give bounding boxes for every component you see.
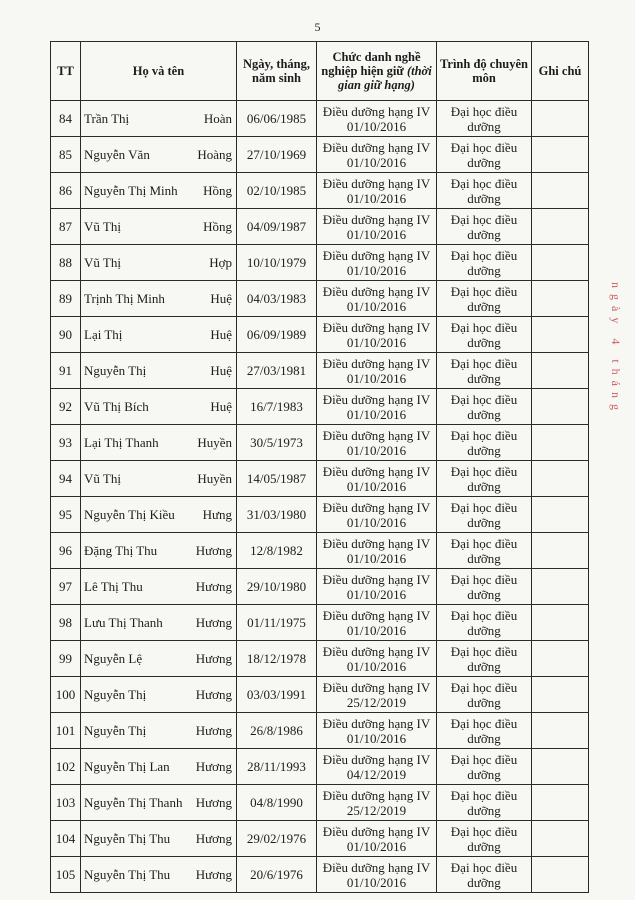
cell-tt: 104: [51, 821, 81, 857]
cell-note: [532, 173, 589, 209]
cell-name: [81, 353, 237, 389]
given-name: Huệ: [210, 327, 232, 342]
cell-name: [81, 821, 237, 857]
table-row: [51, 137, 589, 173]
cell-name: [81, 425, 237, 461]
given-name: Huyền: [197, 471, 232, 486]
cell-note: [532, 857, 589, 893]
job-title: Điều dưỡng hạng IV: [322, 715, 431, 731]
given-name: Hương: [195, 651, 232, 666]
cell-education: [437, 821, 532, 857]
given-name: Hương: [195, 579, 232, 594]
cell-tt: 87: [51, 209, 81, 245]
cell-job-title: [317, 857, 437, 893]
education-line-2: dưỡng: [467, 478, 501, 494]
education-line-1: Đại học điều: [450, 751, 518, 767]
cell-education: [437, 173, 532, 209]
cell-job-title: [317, 425, 437, 461]
cell-education: [437, 605, 532, 641]
cell-name: [81, 389, 237, 425]
cell-tt: 101: [51, 713, 81, 749]
table-row: [51, 173, 589, 209]
cell-education: [437, 353, 532, 389]
education-line-1: Đại học điều: [450, 103, 518, 119]
cell-education: [437, 677, 532, 713]
job-title-since: 04/12/2019: [346, 766, 407, 782]
education-line-2: dưỡng: [467, 226, 501, 242]
cell-note: [532, 461, 589, 497]
education-line-1: Đại học điều: [450, 643, 518, 659]
cell-note: [532, 713, 589, 749]
cell-tt: 84: [51, 101, 81, 137]
cell-tt: 95: [51, 497, 81, 533]
surname: Nguyễn Thị: [84, 723, 147, 738]
education-line-1: Đại học điều: [450, 355, 518, 371]
cell-job-title: [317, 605, 437, 641]
education-line-2: dưỡng: [467, 586, 501, 602]
cell-education: [437, 713, 532, 749]
job-title: Điều dưỡng hạng IV: [322, 679, 431, 695]
surname: Vũ Thị Bích: [84, 399, 149, 414]
job-title-since: 01/10/2016: [346, 514, 407, 530]
surname: Trịnh Thị Minh: [84, 291, 165, 306]
cell-dob: 30/5/1973: [237, 425, 317, 461]
cell-dob: 10/10/1979: [237, 245, 317, 281]
job-title-since: 01/10/2016: [346, 838, 407, 854]
surname: Lại Thị: [84, 327, 123, 342]
cell-dob: 31/03/1980: [237, 497, 317, 533]
surname: Nguyễn Lệ: [84, 651, 143, 666]
education-line-1: Đại học điều: [450, 211, 518, 227]
education-line-2: dưỡng: [467, 406, 501, 422]
given-name: Hương: [195, 543, 232, 558]
cell-note: [532, 209, 589, 245]
education-line-2: dưỡng: [467, 874, 501, 890]
job-title-since: 01/10/2016: [346, 622, 407, 638]
cell-dob: 29/02/1976: [237, 821, 317, 857]
margin-stamp: ngày 4 tháng: [609, 282, 623, 416]
cell-name: [81, 245, 237, 281]
surname: Nguyễn Thị Lan: [84, 759, 170, 774]
surname: Lê Thị Thu: [84, 579, 143, 594]
cell-dob: 29/10/1980: [237, 569, 317, 605]
education-line-1: Đại học điều: [450, 571, 518, 587]
education-line-1: Đại học điều: [450, 283, 518, 299]
job-title-since: 01/10/2016: [346, 226, 407, 242]
job-title: Điều dưỡng hạng IV: [322, 535, 431, 551]
cell-job-title: [317, 461, 437, 497]
education-line-1: Đại học điều: [450, 463, 518, 479]
job-title: Điều dưỡng hạng IV: [322, 139, 431, 155]
cell-name: [81, 641, 237, 677]
cell-name: [81, 605, 237, 641]
cell-name: [81, 677, 237, 713]
cell-job-title: [317, 569, 437, 605]
job-title: Điều dưỡng hạng IV: [322, 607, 431, 623]
cell-job-title: [317, 173, 437, 209]
cell-note: [532, 425, 589, 461]
education-line-2: dưỡng: [467, 262, 501, 278]
table-row: [51, 533, 589, 569]
cell-tt: 94: [51, 461, 81, 497]
cell-note: [532, 821, 589, 857]
cell-dob: 27/10/1969: [237, 137, 317, 173]
job-title-since: 01/10/2016: [346, 406, 407, 422]
job-title: Điều dưỡng hạng IV: [322, 427, 431, 443]
cell-dob: 06/06/1985: [237, 101, 317, 137]
cell-note: [532, 101, 589, 137]
education-line-2: dưỡng: [467, 190, 501, 206]
job-title: Điều dưỡng hạng IV: [322, 751, 431, 767]
cell-tt: 91: [51, 353, 81, 389]
job-title-since: 01/10/2016: [346, 334, 407, 350]
cell-note: [532, 353, 589, 389]
cell-job-title: [317, 497, 437, 533]
cell-dob: 12/8/1982: [237, 533, 317, 569]
cell-job-title: [317, 821, 437, 857]
surname: Nguyễn Thị: [84, 687, 147, 702]
education-line-1: Đại học điều: [450, 319, 518, 335]
cell-note: [532, 641, 589, 677]
given-name: Hương: [195, 795, 232, 810]
job-title-since: 01/10/2016: [346, 478, 407, 494]
cell-dob: 06/09/1989: [237, 317, 317, 353]
surname: Nguyễn Thị: [84, 363, 147, 378]
cell-tt: 105: [51, 857, 81, 893]
cell-name: [81, 209, 237, 245]
education-line-2: dưỡng: [467, 838, 501, 854]
staff-table: [50, 41, 589, 893]
cell-tt: 85: [51, 137, 81, 173]
job-title: Điều dưỡng hạng IV: [322, 571, 431, 587]
education-line-1: Đại học điều: [450, 607, 518, 623]
cell-dob: 04/8/1990: [237, 785, 317, 821]
given-name: Huệ: [210, 291, 232, 306]
table-row: [51, 353, 589, 389]
header-education: Trình độ chuyên môn: [437, 42, 532, 101]
cell-job-title: [317, 389, 437, 425]
cell-tt: 86: [51, 173, 81, 209]
cell-name: [81, 281, 237, 317]
cell-job-title: [317, 209, 437, 245]
cell-tt: 102: [51, 749, 81, 785]
surname: Vũ Thị: [84, 255, 121, 270]
cell-job-title: [317, 245, 437, 281]
job-title-since: 25/12/2019: [346, 802, 407, 818]
cell-job-title: [317, 677, 437, 713]
cell-job-title: [317, 137, 437, 173]
cell-education: [437, 785, 532, 821]
given-name: Hoàn: [203, 111, 232, 126]
cell-education: [437, 641, 532, 677]
cell-education: [437, 497, 532, 533]
education-line-2: dưỡng: [467, 622, 501, 638]
cell-tt: 98: [51, 605, 81, 641]
cell-note: [532, 317, 589, 353]
cell-name: [81, 749, 237, 785]
cell-tt: 90: [51, 317, 81, 353]
surname: Vũ Thị: [84, 219, 121, 234]
cell-note: [532, 605, 589, 641]
given-name: Hồng: [203, 183, 232, 198]
cell-education: [437, 317, 532, 353]
given-name: Hưng: [202, 507, 232, 522]
job-title: Điều dưỡng hạng IV: [322, 643, 431, 659]
cell-tt: 89: [51, 281, 81, 317]
job-title-since: 01/10/2016: [346, 190, 407, 206]
job-title: Điều dưỡng hạng IV: [322, 211, 431, 227]
cell-tt: 99: [51, 641, 81, 677]
education-line-2: dưỡng: [467, 802, 501, 818]
cell-job-title: [317, 713, 437, 749]
cell-education: [437, 425, 532, 461]
job-title-since: 01/10/2016: [346, 586, 407, 602]
education-line-2: dưỡng: [467, 442, 501, 458]
table-row: [51, 605, 589, 641]
cell-job-title: [317, 749, 437, 785]
cell-note: [532, 677, 589, 713]
cell-note: [532, 281, 589, 317]
job-title: Điều dưỡng hạng IV: [322, 283, 431, 299]
cell-education: [437, 281, 532, 317]
table-row: [51, 209, 589, 245]
header-tt: TT: [51, 42, 81, 101]
surname: Nguyễn Văn: [84, 147, 150, 162]
surname: Vũ Thị: [84, 471, 121, 486]
cell-name: [81, 461, 237, 497]
cell-note: [532, 533, 589, 569]
education-line-1: Đại học điều: [450, 499, 518, 515]
job-title-since: 01/10/2016: [346, 874, 407, 890]
cell-dob: 03/03/1991: [237, 677, 317, 713]
job-title: Điều dưỡng hạng IV: [322, 175, 431, 191]
education-line-1: Đại học điều: [450, 787, 518, 803]
given-name: Hương: [195, 723, 232, 738]
table-row: [51, 281, 589, 317]
cell-job-title: [317, 317, 437, 353]
cell-dob: 18/12/1978: [237, 641, 317, 677]
job-title-since: 01/10/2016: [346, 154, 407, 170]
cell-tt: 88: [51, 245, 81, 281]
job-title-since: 01/10/2016: [346, 730, 407, 746]
education-line-2: dưỡng: [467, 694, 501, 710]
table-row: [51, 713, 589, 749]
cell-dob: 20/6/1976: [237, 857, 317, 893]
job-title-since: 01/10/2016: [346, 262, 407, 278]
cell-education: [437, 245, 532, 281]
education-line-2: dưỡng: [467, 730, 501, 746]
cell-education: [437, 857, 532, 893]
education-line-2: dưỡng: [467, 514, 501, 530]
cell-job-title: [317, 533, 437, 569]
cell-dob: 04/09/1987: [237, 209, 317, 245]
education-line-1: Đại học điều: [450, 391, 518, 407]
given-name: Huyền: [197, 435, 232, 450]
page-number: 5: [314, 20, 321, 34]
cell-tt: 92: [51, 389, 81, 425]
education-line-2: dưỡng: [467, 298, 501, 314]
header-dob: Ngày, tháng, năm sinh: [237, 42, 317, 101]
cell-job-title: [317, 281, 437, 317]
cell-note: [532, 137, 589, 173]
cell-name: [81, 101, 237, 137]
table-row: [51, 317, 589, 353]
education-line-1: Đại học điều: [450, 679, 518, 695]
cell-dob: 04/03/1983: [237, 281, 317, 317]
surname: Nguyễn Thị Kiều: [84, 507, 175, 522]
job-title-since: 01/10/2016: [346, 658, 407, 674]
job-title-since: 01/10/2016: [346, 550, 407, 566]
cell-name: [81, 173, 237, 209]
table-row: [51, 425, 589, 461]
education-line-1: Đại học điều: [450, 247, 518, 263]
cell-name: [81, 533, 237, 569]
job-title-since: 01/10/2016: [346, 370, 407, 386]
surname: Nguyễn Thị Thanh: [84, 795, 183, 810]
given-name: Hoàng: [197, 147, 232, 162]
given-name: Hương: [195, 831, 232, 846]
given-name: Huệ: [210, 363, 232, 378]
table-row: [51, 677, 589, 713]
cell-tt: 100: [51, 677, 81, 713]
given-name: Huệ: [210, 399, 232, 414]
cell-tt: 103: [51, 785, 81, 821]
job-title: Điều dưỡng hạng IV: [322, 247, 431, 263]
job-title-since: 01/10/2016: [346, 118, 407, 134]
table-row: [51, 569, 589, 605]
header-job-title-main: Chức danh nghề nghiệp hiện giữ: [321, 50, 421, 78]
job-title-since: 25/12/2019: [346, 694, 407, 710]
cell-tt: 96: [51, 533, 81, 569]
cell-education: [437, 137, 532, 173]
surname: Lại Thị Thanh: [84, 435, 159, 450]
table-row: [51, 857, 589, 893]
surname: Lưu Thị Thanh: [84, 615, 163, 630]
surname: Trần Thị: [84, 111, 130, 126]
job-title: Điều dưỡng hạng IV: [322, 103, 431, 119]
header-job-title-note: (thời gian giữ hạng): [338, 64, 432, 92]
cell-note: [532, 785, 589, 821]
given-name: Hương: [195, 687, 232, 702]
given-name: Hương: [195, 615, 232, 630]
cell-education: [437, 533, 532, 569]
given-name: Hồng: [203, 219, 232, 234]
education-line-2: dưỡng: [467, 154, 501, 170]
cell-name: [81, 785, 237, 821]
job-title: Điều dưỡng hạng IV: [322, 823, 431, 839]
table-row: [51, 461, 589, 497]
job-title: Điều dưỡng hạng IV: [322, 319, 431, 335]
job-title: Điều dưỡng hạng IV: [322, 463, 431, 479]
cell-name: [81, 317, 237, 353]
education-line-1: Đại học điều: [450, 535, 518, 551]
job-title: Điều dưỡng hạng IV: [322, 355, 431, 371]
education-line-1: Đại học điều: [450, 175, 518, 191]
cell-dob: 14/05/1987: [237, 461, 317, 497]
education-line-2: dưỡng: [467, 550, 501, 566]
table-row: [51, 497, 589, 533]
cell-name: [81, 497, 237, 533]
job-title-since: 01/10/2016: [346, 298, 407, 314]
given-name: Hợp: [209, 255, 232, 270]
cell-dob: 16/7/1983: [237, 389, 317, 425]
cell-note: [532, 749, 589, 785]
surname: Nguyễn Thị Minh: [84, 183, 178, 198]
cell-note: [532, 569, 589, 605]
table-row: [51, 821, 589, 857]
cell-dob: 28/11/1993: [237, 749, 317, 785]
education-line-1: Đại học điều: [450, 139, 518, 155]
table-row: [51, 785, 589, 821]
cell-job-title: [317, 785, 437, 821]
education-line-2: dưỡng: [467, 118, 501, 134]
header-job-title: [317, 42, 437, 101]
education-line-1: Đại học điều: [450, 427, 518, 443]
table-row: [51, 389, 589, 425]
cell-education: [437, 461, 532, 497]
surname: Đặng Thị Thu: [84, 543, 158, 558]
education-line-1: Đại học điều: [450, 859, 518, 875]
cell-tt: 97: [51, 569, 81, 605]
given-name: Hương: [195, 867, 232, 882]
cell-education: [437, 569, 532, 605]
cell-name: [81, 137, 237, 173]
education-line-1: Đại học điều: [450, 715, 518, 731]
education-line-2: dưỡng: [467, 658, 501, 674]
education-line-2: dưỡng: [467, 766, 501, 782]
table-row: [51, 245, 589, 281]
cell-note: [532, 389, 589, 425]
cell-name: [81, 713, 237, 749]
surname: Nguyễn Thị Thu: [84, 831, 171, 846]
cell-job-title: [317, 641, 437, 677]
cell-dob: 27/03/1981: [237, 353, 317, 389]
education-line-1: Đại học điều: [450, 823, 518, 839]
cell-dob: 01/11/1975: [237, 605, 317, 641]
cell-note: [532, 245, 589, 281]
table-row: [51, 749, 589, 785]
cell-name: [81, 857, 237, 893]
job-title-since: 01/10/2016: [346, 442, 407, 458]
header-name: Họ và tên: [81, 42, 237, 101]
table-row: [51, 641, 589, 677]
cell-education: [437, 749, 532, 785]
job-title: Điều dưỡng hạng IV: [322, 499, 431, 515]
header-note: Ghi chú: [532, 42, 589, 101]
job-title: Điều dưỡng hạng IV: [322, 859, 431, 875]
cell-job-title: [317, 353, 437, 389]
cell-education: [437, 209, 532, 245]
cell-name: [81, 569, 237, 605]
cell-dob: 02/10/1985: [237, 173, 317, 209]
table-row: [51, 101, 589, 137]
cell-dob: 26/8/1986: [237, 713, 317, 749]
cell-tt: 93: [51, 425, 81, 461]
surname: Nguyễn Thị Thu: [84, 867, 171, 882]
cell-education: [437, 389, 532, 425]
education-line-2: dưỡng: [467, 370, 501, 386]
given-name: Hương: [195, 759, 232, 774]
cell-education: [437, 101, 532, 137]
education-line-2: dưỡng: [467, 334, 501, 350]
cell-job-title: [317, 101, 437, 137]
job-title: Điều dưỡng hạng IV: [322, 391, 431, 407]
table-header-row: [51, 42, 589, 101]
cell-note: [532, 497, 589, 533]
job-title: Điều dưỡng hạng IV: [322, 787, 431, 803]
